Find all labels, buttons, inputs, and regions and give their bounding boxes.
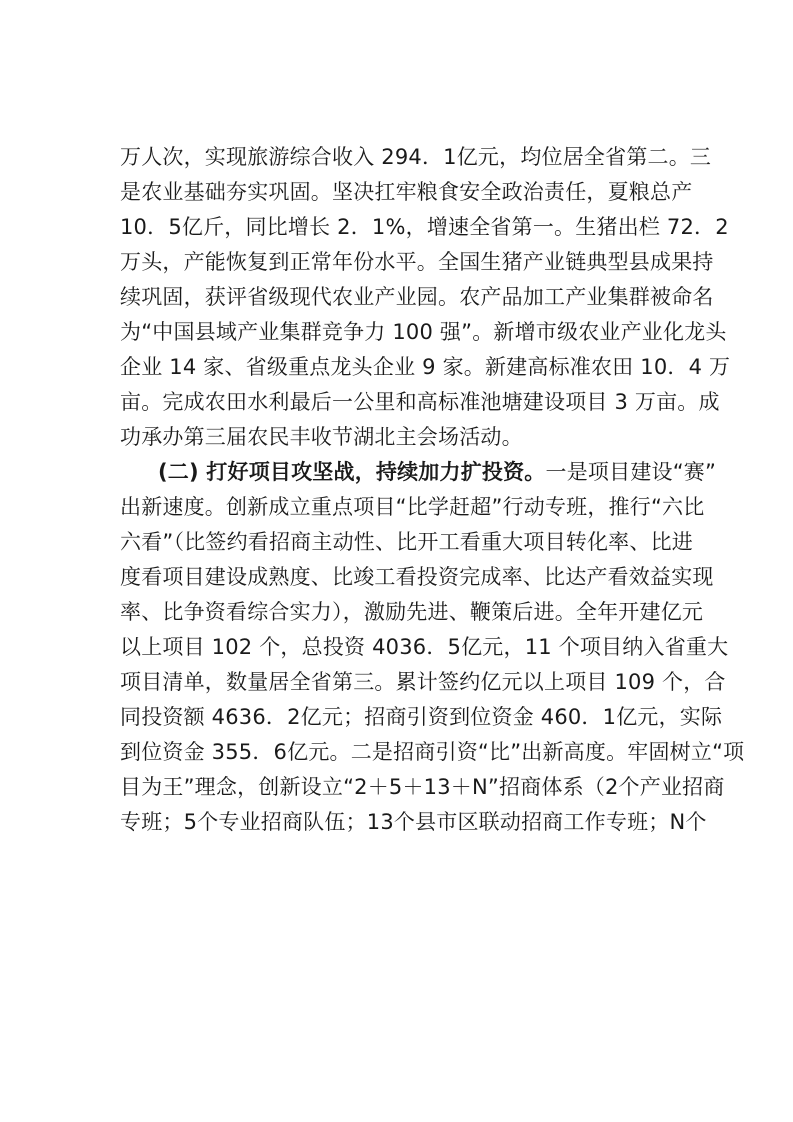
section-heading: (二) 打好项目攻坚战，持续加力扩投资。 [158, 460, 546, 484]
text-line: 度看项目建设成熟度、比竣工看投资完成率、比达产看效益实现 [120, 565, 714, 589]
text-line: 目为王”理念，创新设立“2＋5＋13＋N”招商体系（2个产业招商 [120, 775, 725, 799]
text-line: 10．5亿斤，同比增长 2．1%，增速全省第一。生猪出栏 72．2 [120, 215, 729, 239]
text-line: 万头，产能恢复到正常年份水平。全国生猪产业链典型县成果持 [120, 250, 714, 274]
text-line: 以上项目 102 个，总投资 4036．5亿元，11 个项目纳入省重大 [120, 635, 729, 659]
text-line: 企业 14 家、省级重点龙头企业 9 家。新建高标准农田 10．4 万 [120, 355, 731, 379]
text-line: 功承办第三届农民丰收节湖北主会场活动。 [120, 425, 523, 449]
text-line: 为“中国县域产业集群竞争力 100 强”。新增市级农业产业化龙头 [120, 320, 727, 344]
text-line: 亩。完成农田水利最后一公里和高标准池塘建设项目 3 万亩。成 [120, 390, 720, 414]
text-line: 到位资金 355．6亿元。二是招商引资“比”出新高度。牢固树立“项 [120, 740, 745, 764]
body-text [120, 140, 745, 840]
text-line: 六看”（比签约看招商主动性、比开工看重大项目转化率、比进 [120, 530, 693, 554]
text-line: 是农业基础夯实巩固。坚决扛牢粮食安全政治责任，夏粮总产 [120, 180, 693, 204]
text-line: 专班；5个专业招商队伍；13个县市区联动招商工作专班；N个 [120, 810, 707, 834]
text-line-rest: 一是项目建设“赛” [545, 460, 717, 484]
text-line: 续巩固，获评省级现代农业产业园。农产品加工产业集群被命名 [120, 285, 714, 309]
text-line: 万人次，实现旅游综合收入 294．1亿元，均位居全省第二。三 [120, 145, 712, 169]
text-line: 项目清单，数量居全省第三。累计签约亿元以上项目 109 个，合 [120, 670, 726, 694]
text-line: 出新速度。创新成立重点项目“比学赶超”行动专班，推行“六比 [120, 495, 705, 519]
section-heading-line [120, 455, 717, 490]
text-line: 率、比争资看综合实力），激励先进、鞭策后进。全年开建亿元 [120, 600, 704, 624]
text-line: 同投资额 4636．2亿元；招商引资到位资金 460．1亿元，实际 [120, 705, 723, 729]
